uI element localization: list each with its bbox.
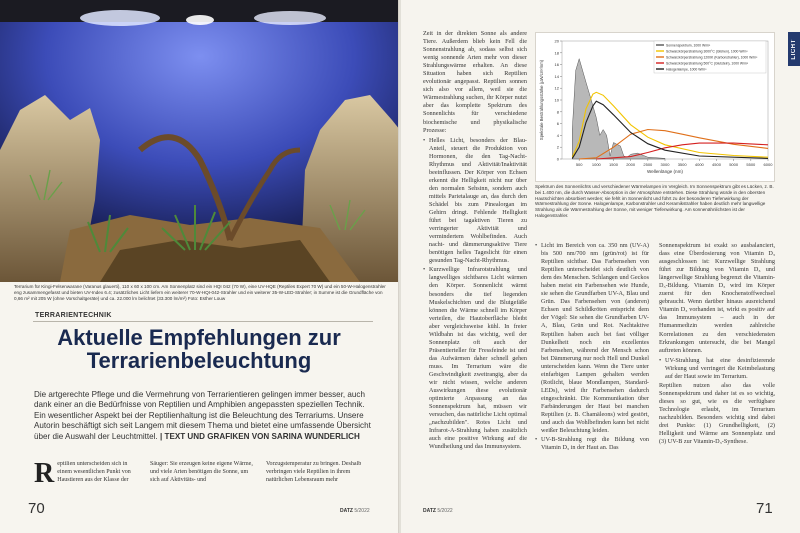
page-number-left: 70 (28, 500, 45, 517)
x-tick-label: 5000 (729, 162, 739, 167)
x-tick-label: 1500 (609, 162, 618, 167)
footer-issue: 5/2022 (352, 508, 370, 514)
spectrum-chart-svg (536, 33, 776, 183)
right-body-column-2 (535, 242, 649, 502)
y-tick-label: 4 (556, 132, 559, 138)
body-column-1 (34, 461, 142, 489)
x-tick-label: 6000 (763, 162, 773, 167)
legend-label: Schwarzkörperstrahlung 1200K (Karbonstrahler), 1000 W/m² (666, 55, 758, 60)
y-tick-label: 2 (556, 144, 559, 150)
y-tick-label: 10 (554, 97, 559, 103)
side-tab-label: LICHT (791, 38, 797, 60)
x-tick-label: 500 (575, 162, 583, 167)
x-axis-label: Wellenlänge (nm) (647, 169, 683, 174)
spectrum-chart (535, 32, 775, 182)
footer-left (340, 508, 370, 514)
legend-label: Halogenlampe, 1000 W/m² (666, 67, 707, 72)
x-tick-label: 3500 (677, 162, 687, 167)
y-tick-label: 6 (556, 121, 559, 127)
y-tick-label: 20 (554, 38, 559, 44)
drop-cap: R (34, 461, 55, 489)
body-paragraph: Sonnenspektrum ist exakt so ausbalanciert, dass eine Überdosierung von Vitamin D₃ ausgeschlossen ist: Kurzwellige Strahlung führt zur Bildung von Vitamin D₃ und längerwellige Strahlung begrenzt die Vitamin-D₃-Bildung. Vitamin D₃ wird im Körper zuerst für den Knochenstoffwechsel gebraucht. Wenn darüber hinaus ausreichend Vitamin D₃ vorhanden ist, wirkt es positiv auf das Immunsystem – auch in der Humanmedizin werden zahlreiche Korrelationen zu den verschiedensten Erkrankungen untersucht, die bei Mangel auftreten können. (659, 242, 775, 354)
page-number-right: 71 (756, 500, 773, 517)
y-tick-label: 12 (554, 85, 559, 91)
legend-label: Schwarzkörperstrahlung 500°C (Glutstein), 1000 W/m² (666, 61, 749, 66)
x-tick-label: 2000 (626, 162, 636, 167)
y-tick-label: 8 (556, 109, 559, 115)
y-tick-label: 0 (556, 156, 559, 162)
y-tick-label: 14 (554, 73, 559, 79)
x-tick-label: 4500 (712, 162, 721, 167)
legend-label: Schwarzkörperstrahlung 3000°C (Glühen), 1000 W/m² (666, 49, 748, 54)
body-column-2 (150, 461, 258, 484)
body-column-3 (266, 461, 374, 484)
x-tick-label: 2500 (643, 162, 653, 167)
article-headline: Aktuelle Empfehlungen zur Terrarienbeleuchtung (57, 325, 341, 373)
body-columns-left (34, 461, 374, 521)
terrarium-photo (0, 0, 400, 282)
x-tick-label: 3000 (660, 162, 670, 167)
photo-caption: Terrarium für Kingi-Felsenwarane (Varanus glauerti), 110 x 60 x 100 cm. Am Sonnenplatz sind ein HQI 042 (70 W), eine UV-HQE (Reptiles Expert 70 W) und ein 50-W-Halogenstrahler eng zusammengefasst und bieten UV-Index 6.4; zusätzliches Licht liefern ein weiterer 70-W-HQI-042-Strahler und ein weiterer 35-W-LED-Strahler; in Summe ist die Grundfläche von 0,66 m² mit 205 W (ohne Vorschaltgeräte) und ca. 22.000 lm belichtet (33.300 lm/m²) Foto: Esther Louw (14, 284, 386, 301)
footer-magazine: DATZ (340, 508, 353, 514)
y-tick-label: 16 (554, 62, 559, 68)
section-kicker: TERRARIENTECHNIK (35, 312, 112, 319)
x-tick-label: 4000 (694, 162, 704, 167)
chart-caption: Spektrum des Sonnenlichts und verschiedener Wärmelampen im Vergleich. Im Sonnenspektrum gibt es Lücken, z. B. bei 1.400 nm, die durch Wasser-Absorption in der Atmosphäre entstehen. Diese Strahlung würde in den obersten Hautschichten absorbiert werden; sie fehlt im Sonnenlicht und führt zu der besonderen Tiefenwirkung der Wärmestrahlung der Sonne. Halogenlampe, Karbonstrahler und Keramikstrahler haben deutlich mehr langwellige Strahlung als die Wärmestrahlung der Sonne, mit weniger Tiefenwirkung. Am sonnenähnlichsten ist der Halogenstrahler. (535, 184, 774, 218)
x-tick-label: 5500 (746, 162, 756, 167)
legend-label: Sonnenspektrum, 1000 W/m² (666, 43, 711, 48)
right-body-column-3 (659, 242, 775, 502)
bullet-item: • UV-B-Strahlung regt die Bildung von Vitamin D₃ in der Haut an. Das (535, 436, 649, 452)
section-side-tab (788, 32, 800, 66)
body-text-col2: Säuger: Sie erzeugen keine eigene Wärme, und viele Arten benötigen die Sonne, um sich auf Aktivitäts- und (150, 461, 253, 483)
body-text-col3: Vorzugstemperatur zu bringen. Deshalb verbringen viele Reptilien in ihrem natürlichen Lebensraum mehr (266, 461, 362, 483)
kicker-divider (33, 321, 373, 322)
x-tick-label: 1000 (591, 162, 601, 167)
intro-text: Die artgerechte Pflege und die Vermehrung von Terrarientieren gelingen immer besser, auch dank einer an die Bedürfnisse von Reptilien und Amphibien angepassten speziellen Technik. Ein wesentlicher Aspekt bei der Reptilienhaltung ist die Beleuchtung des Terrariums. Unsere Autorin beschäftigt sich seit Langem mit diesem Thema und bietet eine umfassende Übersicht über die Auswahl der Leuchtmittel. (34, 390, 371, 441)
bullet-item: • Helles Licht, besonders der Blau-Anteil, steuert die Produktion von Hormonen, die den Tag-Nacht-Rhythmus und Aktivität/Inaktivität beeinflussen. Der Körper von Echsen erkennt die Helligkeit nicht nur über den normalen Sehsinn, sondern auch mittels Parietalauge an, das durch den Schädel bis zum Pinealorgan im Gehirn dringt. Fehlende Helligkeit führt bei tagaktiven Tieren zu verringerter Aktivität und vermindertem Wohlbefinden. Auch nacht- und dämmerungsaktive Tiere benötigen helles Tageslicht für einen gesunden Tag-Nacht-Rhythmus. (423, 137, 527, 266)
article-intro (34, 390, 374, 442)
bullet-item: • UV-Strahlung hat eine desinfizierende Wirkung und verringert die Keimbelastung auf der Haut sowie im Terrarium. (659, 357, 775, 381)
right-page (401, 0, 800, 533)
byline: | TEXT UND GRAFIKEN VON SARINA WUNDERLICH (159, 431, 360, 441)
body-paragraph: Zeit in der direkten Sonne als andere Tiere. Außerdem blieb kein Fell die Sonnenstrahlung ab, sodass selbst sich wenig sonnende Arten mehr von dieser Strahlungswärme erhalten. An diese Situation haben sich Reptilien evolutionär angepasst. Reptilien sonnen sich also vor allem, weil sie die Wärmestrahlung suchen, ihr Körper nutzt aber das komplette Spektrum des Sonnenlichts für verschiedene biochemische und physikalische Prozesse: (423, 30, 527, 134)
footer-right (423, 508, 453, 514)
bullet-item: • Kurzwellige Infrarotstrahlung und langwelliges sichtbares Licht wärmen den Körper. Sonnenlicht wärmt besonders die tief liegenden Muskelschichten und die Blutgefäße können die Wärme schnell im Körper verteilen, die Hautoberfläche bleibt aber vergleichsweise kühl. In freier Wildbahn ist das wichtig, weil der Sonnenplatz oft auch der Präsentierteller für Fressfeinde ist und das Aufwärmen daher schnell gehen muss. Im Terrarium wäre die Geschwindigkeit zweitrangig, aber da wir nicht wissen, welche anderen Auswirkungen diese evolutionär optimierte Anpassung an das Sonnenspektrum hat, müssen wir versuchen, das natürliche Licht optimal „nachzubilden". Rotes Licht und Infrarot-A-Strahlung haben zusätzlich auch eine positive Wirkung auf die Wundheilung und das Immunsystem. (423, 266, 527, 451)
y-axis-label: Spektrale Bestrahlungsstärke (µW/cm²/nm) (539, 59, 544, 141)
body-paragraph: Reptilien nutzen also das volle Sonnenspektrum und daher ist es so wichtig, dieses so gut, wie es die verfügbare Technologie erlaubt, im Terrarium nachzubilden. Besonders wichtig sind dabei drei Punkte: (1) Grundhelligkeit, (2) Helligkeit und Wärme am Sonnenplatz und (3) UV-B zur Vitamin-D₃-Synthese. (659, 381, 775, 446)
y-tick-label: 18 (554, 50, 559, 56)
body-text-col1: eptilien unterscheiden sich in einem wesentlichen Punkt von Haustieren aus der Klasse der (57, 461, 131, 483)
right-body-column-1 (423, 30, 527, 500)
footer-magazine: DATZ (423, 508, 436, 514)
bullet-item: • Licht im Bereich von ca. 350 nm (UV-A) bis 500 nm/700 nm (grün/rot) ist für Reptilien sichtbar. Das Farbensehen von Reptilien unterscheidet sich deutlich von dem des Menschen. Schlangen und Geckos haben meist ein Farbensehen wie Hunde, sie sehen die Grundfarben UV-A, Blau und Grün. Das Farbensehen von (anderen) Echsen und Schildkröten entspricht dem der Vögel: Sie sehen die Grundfarben UV-A, Blau, Grün und Rot. Nachtaktive Reptilien haben auch bei fast völliger Dunkelheit noch ein exzellentes Farbensehen, während der Mensch schon bei Dämmerung nur noch Hell und Dunkel unterscheiden kann. Wenn die Tiere unter einfarbigen Lampen gehalten werden (Rotlicht, blaue Mondlampen, Standard-LEDs), wird ihr Farbensehen dadurch eingeschränkt. Die Kommunikation über Farbänderungen der Haut bei manchen Reptilien (z. B. Chamäleons) wird gestört, und auch das Wohlbefinden kann bei nicht weißer Beleuchtung leiden. (535, 242, 649, 435)
footer-issue: 5/2022 (435, 508, 453, 514)
